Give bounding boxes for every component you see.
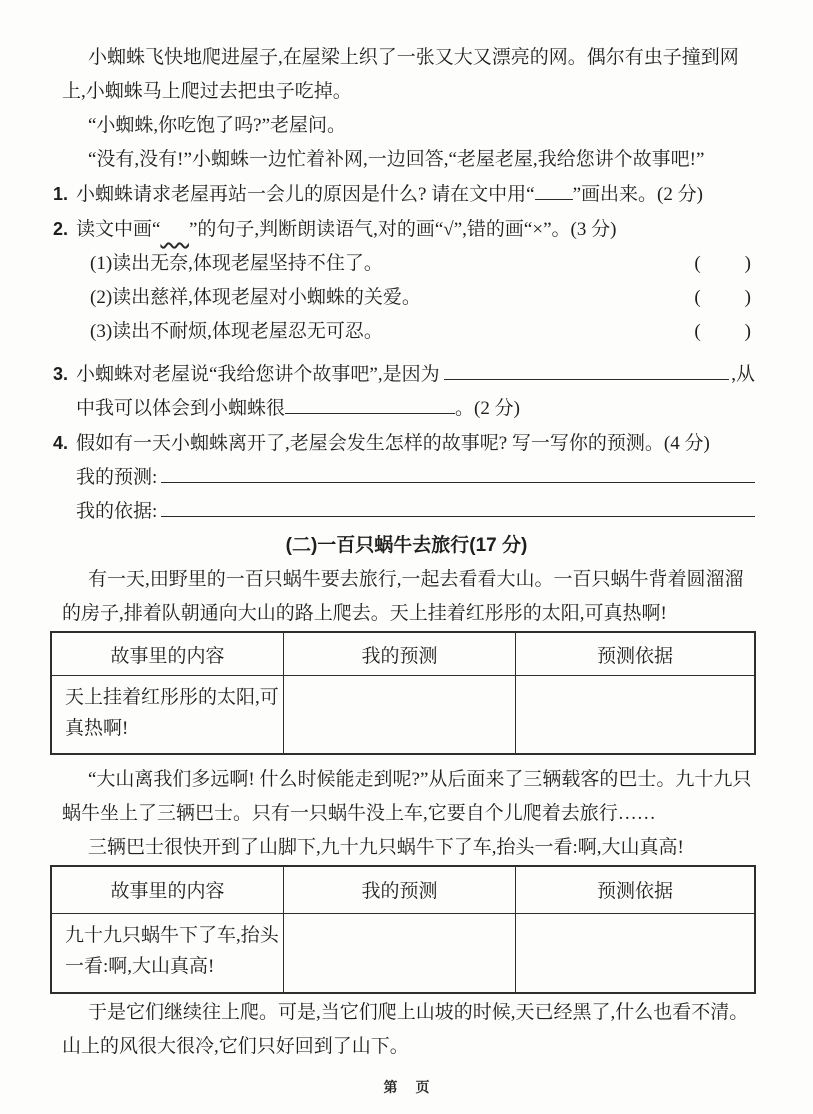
my-basis-row xyxy=(76,495,755,529)
dialogue-line: “没有,没有!”小蜘蛛一边忙着补网,一边回答,“老屋老屋,我给您讲个故事吧!” xyxy=(88,149,705,170)
empty-prediction-cell xyxy=(284,676,516,754)
page-footer xyxy=(0,1070,813,1104)
judge-item-text: 读出不耐烦,体现老屋忍无可忍。 xyxy=(112,321,383,342)
question-text: 中我可以体会到小蜘蛛很 xyxy=(76,398,286,419)
passage-paragraph: 三辆巴士很快开到了山脚下,九十九只蜗牛下了车,抬头一看:啊,大山真高! xyxy=(88,836,684,858)
judge-item-text: 读出无奈,体现老屋坚持不住了。 xyxy=(112,253,383,274)
judge-item-text: 读出慈祥,体现老屋对小蜘蛛的关爱。 xyxy=(112,287,421,308)
question-text: 假如有一天小蜘蛛离开了,老屋会发生怎样的故事呢? 写一写你的预测。(4 分) xyxy=(76,433,710,454)
question-number: 3. xyxy=(53,364,69,384)
dialogue-line: “小蜘蛛,你吃饱了吗?”老屋问。 xyxy=(88,115,347,136)
table-header-cell: 预测依据 xyxy=(516,866,755,914)
passage-paragraph: 于是它们继续往上爬。可是,当它们爬上山坡的时候,天已经黑了,什么也看不清。山上的风很大很冷,它们只好回到了山下。 xyxy=(62,1002,749,1057)
answer-rule-line xyxy=(161,463,755,483)
question-text: 。(2 分) xyxy=(455,398,520,419)
question-text: 小蜘蛛对老屋说“我给您讲个故事吧”,是因为 xyxy=(76,364,440,385)
table-row xyxy=(51,676,755,754)
prediction-table-2 xyxy=(50,865,756,995)
answer-parens: ( ) xyxy=(694,321,753,342)
passage-paragraph: 有一天,田野里的一百只蜗牛要去旅行,一起去看看大山。一百只蜗牛背着圆溜溜的房子,排着队朝通向大山的路上爬去。天上挂着红彤彤的太阳,可真热啊! xyxy=(62,569,744,624)
wavy-line-blank xyxy=(160,213,189,247)
story-content-cell: 天上挂着红彤彤的太阳,可真热啊! xyxy=(51,676,284,754)
judge-item-2 xyxy=(90,281,753,315)
question-text: 读文中画“ xyxy=(76,219,161,240)
passage-paragraph: 小蜘蛛飞快地爬进屋子,在屋梁上织了一张又大又漂亮的网。偶尔有虫子撞到网上,小蜘蛛马上爬过去把虫子吃掉。 xyxy=(62,47,739,102)
table-row xyxy=(51,913,755,993)
question-4 xyxy=(53,426,755,461)
my-prediction-row xyxy=(76,461,755,495)
answer-blank xyxy=(535,180,573,200)
question-2 xyxy=(53,212,755,247)
question-text: ,从 xyxy=(731,364,755,385)
empty-basis-cell xyxy=(516,913,755,993)
section-heading: (二)一百只蜗牛去旅行(17 分) xyxy=(285,535,528,556)
table-header-cell: 我的预测 xyxy=(284,632,516,676)
passage-paragraph: “大山离我们多远啊! 什么时候能走到呢?”从后面来了三辆载客的巴士。九十九只蜗牛坐上了三辆巴士。只有一只蜗牛没上车,它要自个儿爬着去旅行…… xyxy=(62,768,752,824)
table-header-row xyxy=(51,866,755,914)
question-number: 4. xyxy=(53,433,69,453)
judge-item-3 xyxy=(90,315,753,349)
empty-prediction-cell xyxy=(284,913,516,993)
answer-parens: ( ) xyxy=(694,253,753,274)
question-text: ”的句子,判断朗读语气,对的画“√”,错的画“×”。(3 分) xyxy=(188,219,617,240)
judge-item-label: (2) xyxy=(90,287,113,308)
footer-page-prefix: 第 xyxy=(383,1079,398,1095)
question-3 xyxy=(53,357,755,392)
question-number: 2. xyxy=(53,219,69,239)
answer-blank xyxy=(444,360,730,380)
judge-item-label: (1) xyxy=(90,253,113,274)
footer-page-suffix: 页 xyxy=(415,1079,430,1095)
story-content-cell: 九十九只蜗牛下了车,抬头一看:啊,大山真高! xyxy=(51,913,284,993)
judge-item-label: (3) xyxy=(90,321,113,342)
prediction-table-1 xyxy=(50,631,756,755)
answer-rule-line xyxy=(161,497,755,517)
answer-parens: ( ) xyxy=(694,287,753,308)
judge-item-1 xyxy=(90,247,753,281)
table-header-cell: 预测依据 xyxy=(516,632,755,676)
table-header-cell: 我的预测 xyxy=(284,866,516,914)
answer-blank xyxy=(285,394,455,414)
basis-label: 我的依据: xyxy=(76,501,158,522)
table-header-cell: 故事里的内容 xyxy=(51,632,284,676)
question-1 xyxy=(53,177,755,212)
prediction-label: 我的预测: xyxy=(76,467,158,488)
question-number: 1. xyxy=(53,184,69,204)
question-text: ”画出来。(2 分) xyxy=(572,184,703,205)
table-header-cell: 故事里的内容 xyxy=(51,866,284,914)
question-3-continuation xyxy=(76,392,755,426)
empty-basis-cell xyxy=(516,676,755,754)
table-header-row xyxy=(51,632,755,676)
question-text: 小蜘蛛请求老屋再站一会儿的原因是什么? 请在文中用“ xyxy=(76,184,535,205)
